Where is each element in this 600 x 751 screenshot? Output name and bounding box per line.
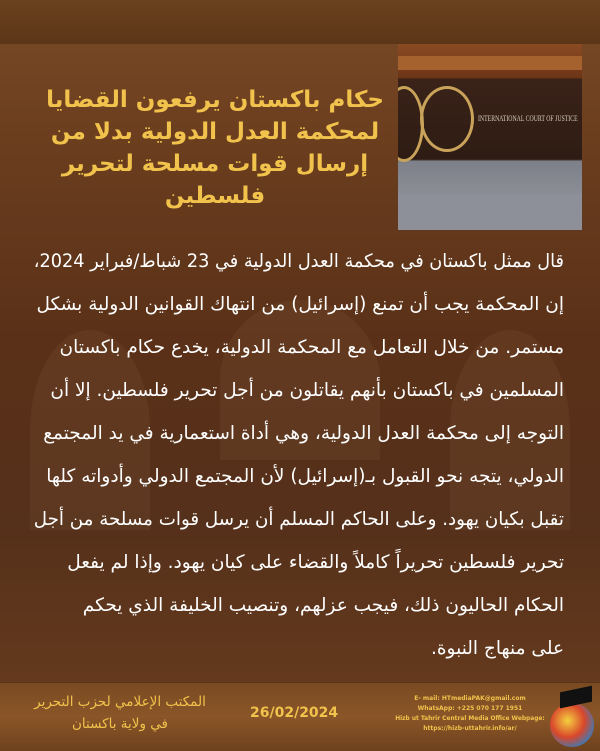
- webpage-label: Hizb ut Tahrir Central Media Office Webpage:: [395, 715, 545, 722]
- body-line: مستمر. من خلال التعامل مع المحكمة الدولية، يخدع حكام باكستان: [59, 337, 564, 358]
- webpage-link[interactable]: https://hizb-uttahrir.info/ar/: [423, 725, 517, 732]
- headline-line: لمحكمة العدل الدولية بدلا من: [50, 119, 380, 145]
- body-line: إن المحكمة يجب أن تمنع (إسرائيل) من انتهاك القوانين الدولية بشكل: [36, 294, 564, 315]
- icj-lettering: INTERNATIONAL COURT OF JUSTICE: [478, 114, 578, 123]
- body-line: تقبل بكيان يهود. وعلى الحاكم المسلم أن يرسل قوات مسلحة من أجل: [33, 509, 565, 530]
- publish-date: 26/02/2024: [250, 705, 339, 721]
- body-line: الدولي، يتجه نحو القبول بـ(إسرائيل) لأن المجتمع الدولي وأدواته كلها: [46, 466, 564, 487]
- body-line: على منهاج النبوة.: [430, 638, 564, 659]
- media-office-name: [20, 691, 220, 735]
- carpet-step: [398, 194, 582, 230]
- email-link[interactable]: E- mail: HTmediaPAK@gmail.com: [414, 695, 526, 702]
- headline-line: فلسطين: [164, 183, 266, 209]
- un-emblem: [420, 86, 474, 152]
- body-line: الحكام الحاليون ذلك، فيجب عزلهم، وتنصيب الخليفة الذي يحكم: [82, 595, 564, 616]
- headline: [40, 84, 390, 212]
- body-line: التوجه إلى محكمة العدل الدولية، وهي أداة استعمارية في يد المجتمع: [43, 423, 564, 444]
- body-line: المسلمين في باكستان بأنهم يقاتلون من أجل تحرير فلسطين. إلا أن: [50, 380, 564, 401]
- top-band: [0, 0, 600, 44]
- footer: [0, 682, 600, 751]
- flag-icon: [560, 686, 592, 709]
- wood-panel: [398, 56, 582, 70]
- body-line: قال ممثل باكستان في محكمة العدل الدولية في 23 شباط/فبراير 2024،: [33, 251, 565, 272]
- headline-line: حكام باكستان يرفعون القضايا: [46, 87, 384, 113]
- article-body: [34, 240, 564, 670]
- whatsapp-number: WhatsApp: +225 070 177 1951: [417, 705, 523, 712]
- body-line: تحرير فلسطين تحريراً كاملاً والقضاء على كيان يهود. وإذا لم يفعل: [67, 552, 564, 573]
- contact-info: [395, 694, 545, 734]
- hizb-ut-tahrir-logo: [550, 689, 596, 747]
- office-line: المكتب الإعلامي لحزب التحرير: [34, 694, 206, 710]
- icj-photo: [398, 44, 582, 230]
- headline-line: إرسال قوات مسلحة لتحرير: [61, 151, 369, 177]
- office-line: في ولاية باكستان: [72, 716, 168, 732]
- globe-icon: [550, 703, 594, 747]
